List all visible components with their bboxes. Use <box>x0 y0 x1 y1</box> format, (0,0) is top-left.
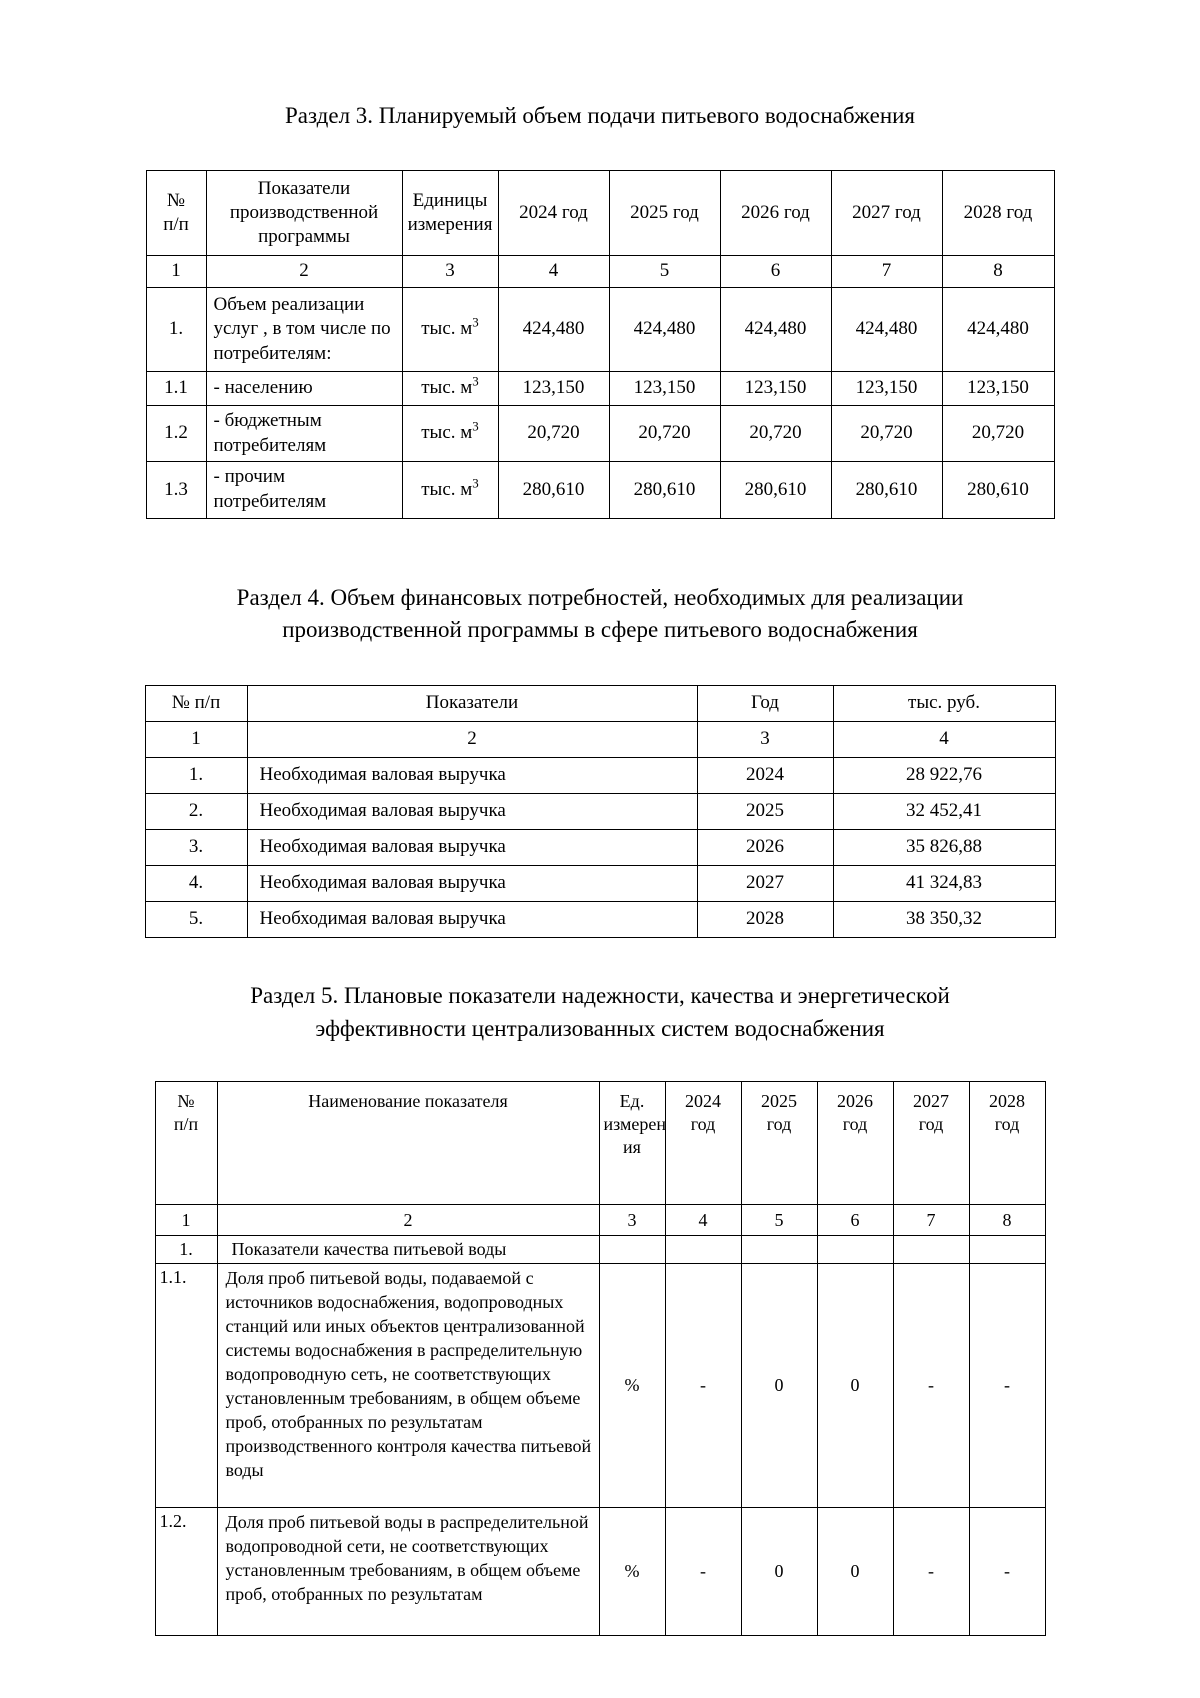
numbering-cell-5: 5 <box>741 1205 817 1236</box>
header-cell-year-2028 <box>969 1082 1045 1205</box>
row-index: 1. <box>155 1236 217 1264</box>
header-unit-line2: измерен <box>603 1114 666 1135</box>
numbering-cell-1: 1 <box>145 722 247 758</box>
unit-label: тыс. м <box>421 318 473 340</box>
header-number-line1: № <box>177 1091 195 1112</box>
row-unit <box>402 372 498 406</box>
table-row <box>145 794 1055 830</box>
row-value-2026: 0 <box>817 1264 893 1508</box>
row-indicator-name: Доля проб питьевой воды, подаваемой с источников водоснабжения, водопроводных станций или иных объектов централизованной системы водоснабжения в распределительную водопроводную сеть, не соответствующих установленным требованиям, в общем объеме проб, отобранных по результатам производственного контроля качества питьевой воды <box>217 1264 599 1508</box>
table-numbering-row <box>155 1205 1045 1236</box>
header-year-2024-line2: год <box>690 1114 716 1135</box>
row-value-2028: - <box>969 1508 1045 1636</box>
row-value-2027: - <box>893 1264 969 1508</box>
row-value-2024: 424,480 <box>498 288 609 372</box>
unit-label: тыс. м <box>421 377 473 399</box>
table-header-row <box>145 686 1055 722</box>
header-year-2028-line1: 2028 <box>989 1091 1025 1112</box>
header-cell-year-2024: 2024 год <box>498 170 609 255</box>
unit-label: тыс. м <box>421 478 473 500</box>
table-row <box>146 288 1054 372</box>
row-value-2028: - <box>969 1264 1045 1508</box>
section-4-heading-line2: производственной программы в сфере питьевого водоснабжения <box>282 617 918 643</box>
row-value-2024: - <box>665 1508 741 1636</box>
numbering-cell-1: 1 <box>155 1205 217 1236</box>
header-cell-unit <box>599 1082 665 1205</box>
header-cell-number: № п/п <box>145 686 247 722</box>
row-value-2026: 0 <box>817 1508 893 1636</box>
row-indicator-name: Объем реализации услуг , в том числе по потребителям: <box>206 288 402 372</box>
table-row <box>146 462 1054 518</box>
row-index: 1. <box>145 758 247 794</box>
table-row-group <box>155 1236 1045 1264</box>
row-index: 4. <box>145 866 247 902</box>
row-amount: 32 452,41 <box>833 794 1055 830</box>
header-cell-year-2027 <box>893 1082 969 1205</box>
header-number-line1: № <box>166 189 186 211</box>
row-index: 3. <box>145 830 247 866</box>
numbering-cell-6: 6 <box>720 256 831 288</box>
header-year-2024-line1: 2024 <box>685 1091 721 1112</box>
header-indicators-line2: производственной <box>229 201 379 223</box>
row-indicator-name: - бюджетным потребителям <box>206 406 402 462</box>
row-index: 1. <box>146 288 206 372</box>
unit-label: тыс. м <box>421 422 473 444</box>
row-value-2027: 20,720 <box>831 406 942 462</box>
row-value-2028: 123,150 <box>942 372 1054 406</box>
row-index: 1.3 <box>146 462 206 518</box>
row-indicator-name: Необходимая валовая выручка <box>247 902 697 938</box>
row-value-2025 <box>741 1236 817 1264</box>
row-amount: 28 922,76 <box>833 758 1055 794</box>
row-indicator-name: Доля проб питьевой воды в распределительной водопроводной сети, не соответствующих установленным требованиям, в общем объеме проб, отобранных по результатам <box>217 1508 599 1636</box>
header-cell-number <box>146 170 206 255</box>
table-row <box>145 866 1055 902</box>
row-indicator-name: Необходимая валовая выручка <box>247 758 697 794</box>
unit-exponent: 3 <box>472 418 479 434</box>
unit-exponent: 3 <box>472 475 479 491</box>
numbering-cell-2: 2 <box>217 1205 599 1236</box>
row-value-2024 <box>665 1236 741 1264</box>
header-cell-indicator-name: Наименование показателя <box>217 1082 599 1205</box>
unit-exponent: 3 <box>472 314 479 330</box>
header-cell-indicators <box>206 170 402 255</box>
header-year-2025-line2: год <box>766 1114 792 1135</box>
row-indicator-name: Необходимая валовая выручка <box>247 830 697 866</box>
row-indicator-name: - населению <box>206 372 402 406</box>
header-cell-year-2025: 2025 год <box>609 170 720 255</box>
header-cell-units <box>402 170 498 255</box>
numbering-cell-7: 7 <box>831 256 942 288</box>
header-year-2025-line1: 2025 <box>761 1091 797 1112</box>
row-value-2025: 0 <box>741 1264 817 1508</box>
section-5-heading-line1: Раздел 5. Плановые показатели надежности, качества и энергетической <box>250 983 950 1009</box>
header-cell-year: Год <box>697 686 833 722</box>
row-indicator-name: Необходимая валовая выручка <box>247 794 697 830</box>
numbering-cell-5: 5 <box>609 256 720 288</box>
numbering-cell-2: 2 <box>206 256 402 288</box>
header-units-line2: измерения <box>407 213 493 235</box>
table-row <box>155 1508 1045 1636</box>
header-year-2028-line2: год <box>994 1114 1020 1135</box>
section-5-heading-block <box>160 938 1040 1045</box>
row-value-2026: 20,720 <box>720 406 831 462</box>
row-value-2025: 20,720 <box>609 406 720 462</box>
table-row <box>145 902 1055 938</box>
table-row <box>145 830 1055 866</box>
row-value-2026 <box>817 1236 893 1264</box>
row-value-2027 <box>893 1236 969 1264</box>
row-value-2027: - <box>893 1508 969 1636</box>
row-value-2028: 424,480 <box>942 288 1054 372</box>
row-group-name: Показатели качества питьевой воды <box>217 1236 599 1264</box>
row-year: 2025 <box>697 794 833 830</box>
header-number-line2: п/п <box>173 1114 199 1135</box>
numbering-cell-8: 8 <box>969 1205 1045 1236</box>
row-value-2028: 20,720 <box>942 406 1054 462</box>
row-value-2024: 123,150 <box>498 372 609 406</box>
row-amount: 38 350,32 <box>833 902 1055 938</box>
header-cell-year-2026 <box>817 1082 893 1205</box>
row-value-2028: 280,610 <box>942 462 1054 518</box>
table-row <box>146 406 1054 462</box>
header-cell-year-2028: 2028 год <box>942 170 1054 255</box>
row-index: 1.2. <box>155 1508 217 1636</box>
row-value-2027: 424,480 <box>831 288 942 372</box>
header-cell-indicator: Показатели <box>247 686 697 722</box>
row-index: 1.2 <box>146 406 206 462</box>
header-year-2027-line2: год <box>918 1114 944 1135</box>
header-number-line2: п/п <box>163 213 189 235</box>
numbering-cell-6: 6 <box>817 1205 893 1236</box>
row-value-2024: 280,610 <box>498 462 609 518</box>
table-header-row <box>155 1082 1045 1205</box>
row-value-2025: 123,150 <box>609 372 720 406</box>
table-row <box>145 758 1055 794</box>
row-amount: 35 826,88 <box>833 830 1055 866</box>
row-index: 1.1. <box>155 1264 217 1508</box>
row-value-2025: 0 <box>741 1508 817 1636</box>
header-indicators-line3: программы <box>258 225 350 247</box>
row-indicator-name: - прочим потребителям <box>206 462 402 518</box>
header-year-2026-line1: 2026 <box>837 1091 873 1112</box>
header-cell-year-2024 <box>665 1082 741 1205</box>
header-indicators-line1: Показатели <box>257 177 351 199</box>
row-value-2025: 424,480 <box>609 288 720 372</box>
row-year: 2028 <box>697 902 833 938</box>
header-cell-year-2025 <box>741 1082 817 1205</box>
numbering-cell-4: 4 <box>665 1205 741 1236</box>
header-cell-year-2027: 2027 год <box>831 170 942 255</box>
header-year-2027-line1: 2027 <box>913 1091 949 1112</box>
row-value-2025: 280,610 <box>609 462 720 518</box>
row-indicator-name: Необходимая валовая выручка <box>247 866 697 902</box>
section-3-heading: Раздел 3. Планируемый объем подачи питьевого водоснабжения <box>284 103 916 128</box>
header-cell-amount: тыс. руб. <box>833 686 1055 722</box>
row-value-2026: 123,150 <box>720 372 831 406</box>
section-4-heading-line1: Раздел 4. Объем финансовых потребностей, необходимых для реализации <box>236 584 964 610</box>
row-amount: 41 324,83 <box>833 866 1055 902</box>
row-value-2027: 280,610 <box>831 462 942 518</box>
row-value-2024: 20,720 <box>498 406 609 462</box>
header-cell-year-2026: 2026 год <box>720 170 831 255</box>
table-row <box>146 372 1054 406</box>
numbering-cell-2: 2 <box>247 722 697 758</box>
numbering-cell-3: 3 <box>402 256 498 288</box>
row-index: 1.1 <box>146 372 206 406</box>
row-value-2026: 424,480 <box>720 288 831 372</box>
row-unit <box>599 1236 665 1264</box>
table-numbering-row <box>145 722 1055 758</box>
header-cell-number <box>155 1082 217 1205</box>
row-value-2024: - <box>665 1264 741 1508</box>
unit-exponent: 3 <box>472 373 479 389</box>
row-unit <box>402 288 498 372</box>
header-year-2026-line2: год <box>842 1114 868 1135</box>
row-year: 2026 <box>697 830 833 866</box>
header-unit-line3: ия <box>623 1137 641 1158</box>
row-year: 2024 <box>697 758 833 794</box>
numbering-cell-1: 1 <box>146 256 206 288</box>
header-unit-line1: Ед. <box>619 1091 645 1112</box>
table-numbering-row <box>146 256 1054 288</box>
numbering-cell-7: 7 <box>893 1205 969 1236</box>
section-5-heading-line2: эффективности централизованных систем водоснабжения <box>315 1015 885 1041</box>
row-index: 5. <box>145 902 247 938</box>
row-unit: % <box>599 1508 665 1636</box>
row-value-2027: 123,150 <box>831 372 942 406</box>
row-unit <box>402 462 498 518</box>
numbering-cell-3: 3 <box>599 1205 665 1236</box>
table-header-row <box>146 170 1054 255</box>
planned-supply-volume-table <box>146 170 1055 519</box>
financial-needs-table <box>145 685 1056 938</box>
section-4-heading-block <box>160 519 1040 647</box>
section-3-heading-block <box>160 0 1040 133</box>
numbering-cell-8: 8 <box>942 256 1054 288</box>
row-value-2028 <box>969 1236 1045 1264</box>
header-units-line1: Единицы <box>412 189 488 211</box>
reliability-indicators-table <box>155 1081 1046 1636</box>
numbering-cell-3: 3 <box>697 722 833 758</box>
numbering-cell-4: 4 <box>498 256 609 288</box>
row-index: 2. <box>145 794 247 830</box>
table-row <box>155 1264 1045 1508</box>
row-year: 2027 <box>697 866 833 902</box>
row-unit: % <box>599 1264 665 1508</box>
row-value-2026: 280,610 <box>720 462 831 518</box>
numbering-cell-4: 4 <box>833 722 1055 758</box>
row-unit <box>402 406 498 462</box>
